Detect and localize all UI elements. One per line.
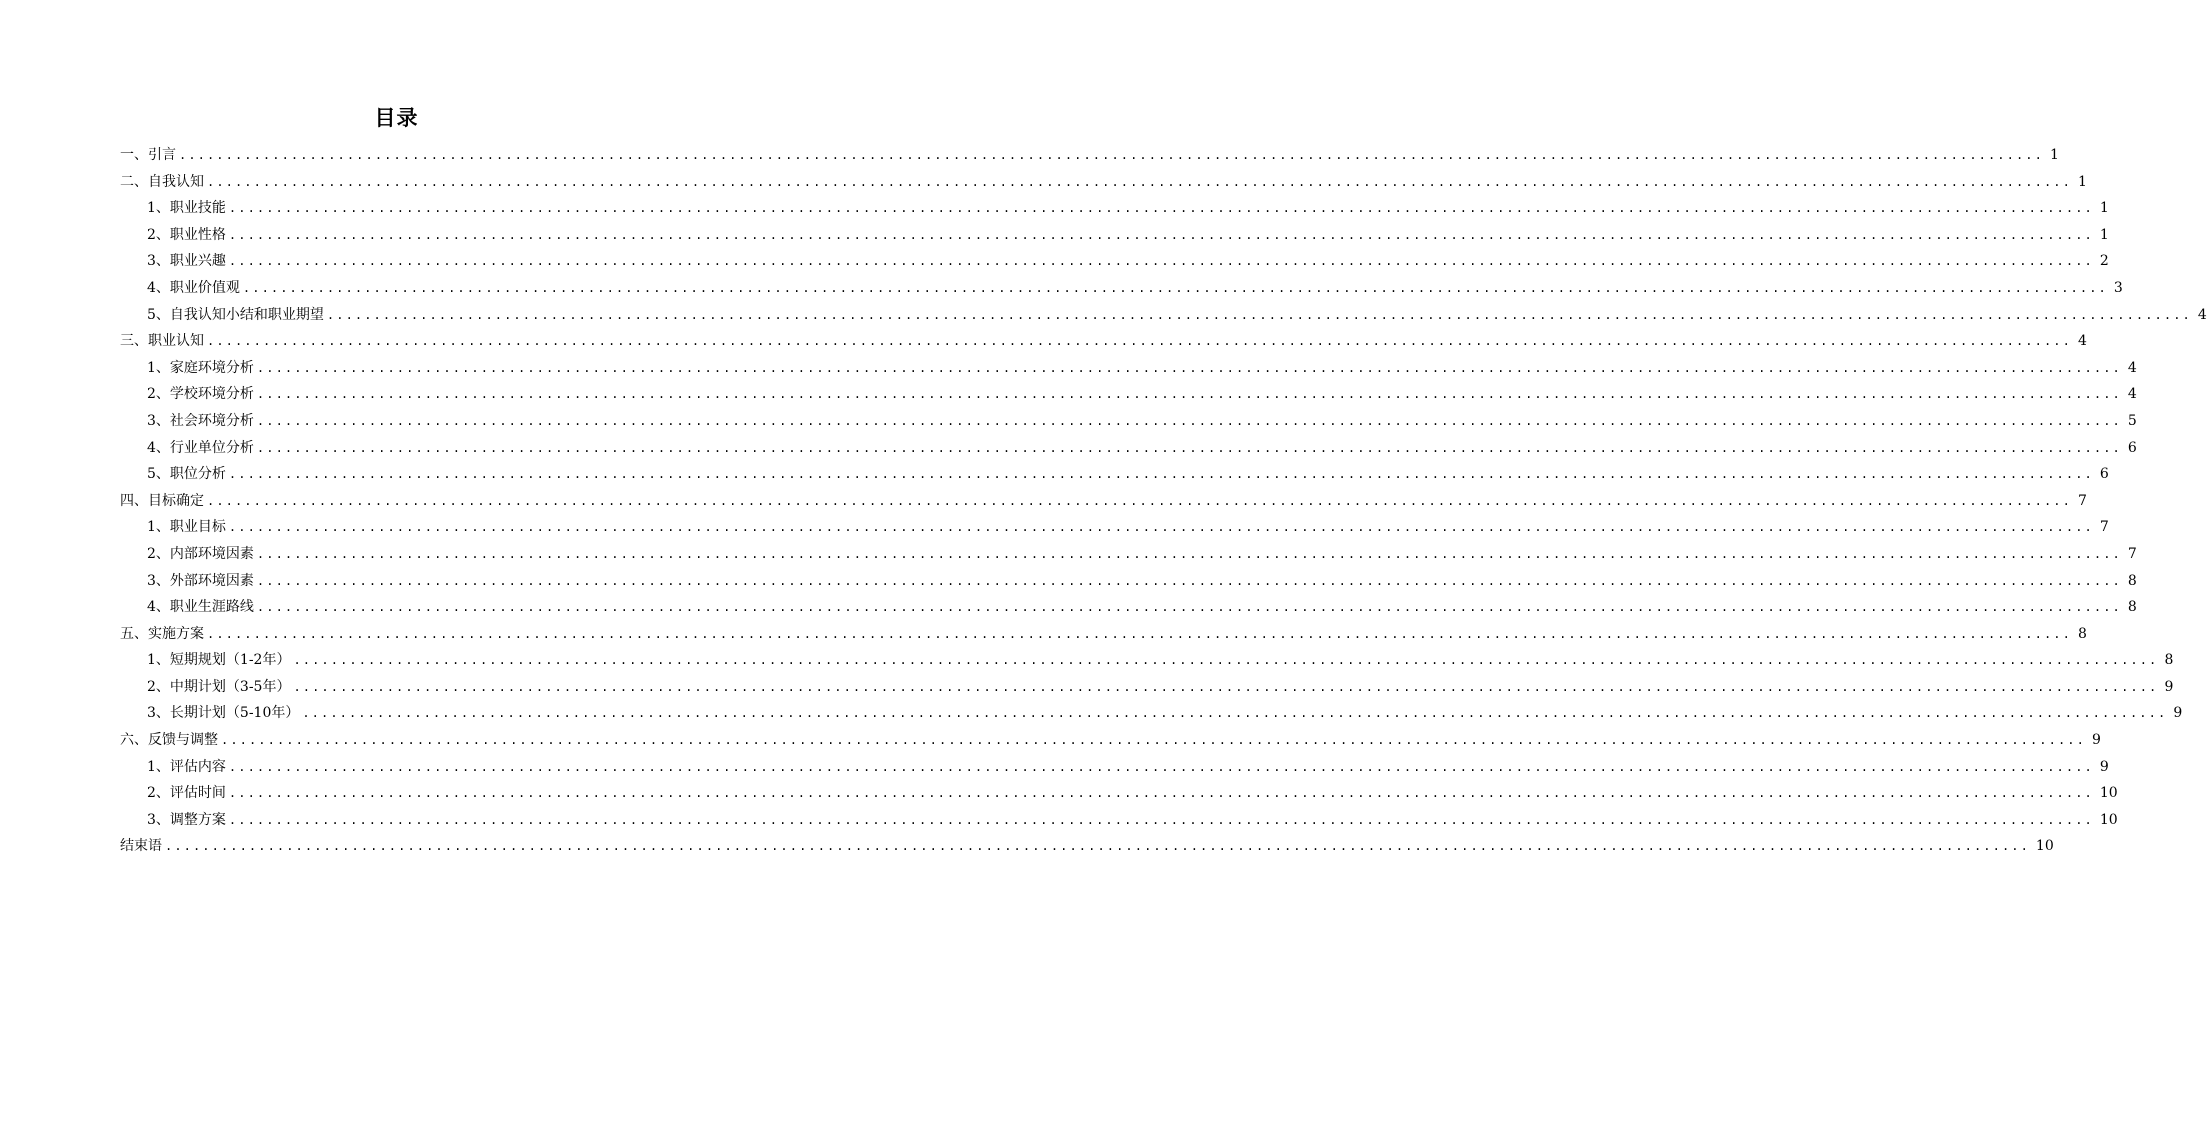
toc-entry[interactable] [120,754,2109,781]
toc-entry-label: 三、职业认知 [120,333,204,350]
toc-dot-leader: ........................................................................................................................................................................................................ [228,786,2094,801]
toc-entry-label: 四、目标确定 [120,492,204,509]
toc-entry-label: 六、反馈与调整 [120,732,218,749]
toc-entry-page-number: 3 [2113,279,2123,296]
toc-dot-leader: ........................................................................................................................................................................................................ [326,307,2192,322]
toc-entry[interactable] [120,302,2207,329]
toc-dot-leader: ........................................................................................................................................................................................................ [293,679,2159,694]
toc-entry[interactable] [120,222,2109,249]
toc-entry-label: 3、外部环境因素 [147,572,254,589]
toc-dot-leader: ........................................................................................................................................................................................................ [228,520,2094,535]
toc-entry-label: 4、职业生涯路线 [147,599,254,616]
toc-entry[interactable] [120,594,2137,621]
toc-entry-label: 2、学校环境分析 [147,386,254,403]
toc-entry[interactable] [120,248,2109,275]
toc-entry-label: 二、自我认知 [120,173,204,190]
toc-entry[interactable] [120,807,2118,834]
toc-dot-leader: ........................................................................................................................................................................................................ [228,254,2094,269]
toc-entry-page-number: 4 [2127,359,2137,376]
toc-entry[interactable] [120,647,2174,674]
toc-dot-leader: ........................................................................................................................................................................................................ [228,201,2094,216]
toc-entry[interactable] [120,461,2109,488]
toc-dot-leader: ........................................................................................................................................................................................................ [256,546,2122,561]
toc-entry-page-number: 1 [2099,200,2109,217]
toc-entry-label: 5、自我认知小结和职业期望 [147,306,324,323]
toc-dot-leader: ........................................................................................................................................................................................................ [228,467,2094,482]
toc-entry-page-number: 8 [2164,652,2174,669]
toc-entry[interactable] [120,169,2087,196]
toc-entry-label: 1、家庭环境分析 [147,359,254,376]
toc-dot-leader: ........................................................................................................................................................................................................ [207,334,2072,349]
toc-entry[interactable] [120,541,2137,568]
toc-entry-label: 2、评估时间 [147,785,226,802]
toc-entry[interactable] [120,621,2087,648]
toc-entry-label: 五、实施方案 [120,625,204,642]
toc-dot-leader: ........................................................................................................................................................................................................ [228,759,2094,774]
toc-entry[interactable] [120,514,2109,541]
toc-entry-page-number: 4 [2197,306,2207,323]
toc-dot-leader: ........................................................................................................................................................................................................ [256,600,2122,615]
toc-entry[interactable] [120,275,2123,302]
toc-entry-page-number: 10 [2099,785,2118,802]
toc-dot-leader: ........................................................................................................................................................................................................ [228,812,2094,827]
toc-dot-leader: ........................................................................................................................................................................................................ [256,573,2122,588]
toc-dot-leader: ........................................................................................................................................................................................................ [165,839,2030,854]
toc-entry-page-number: 2 [2099,253,2109,270]
toc-entry-page-number: 8 [2127,572,2137,589]
toc-entry-page-number: 9 [2099,758,2109,775]
toc-entry[interactable] [120,727,2101,754]
toc-entry-label: 1、评估内容 [147,758,226,775]
toc-dot-leader: ........................................................................................................................................................................................................ [242,280,2108,295]
toc-dot-leader: ........................................................................................................................................................................................................ [302,706,2168,721]
toc-entry[interactable] [120,488,2087,515]
toc-list [120,142,2207,860]
toc-dot-leader: ........................................................................................................................................................................................................ [256,387,2122,402]
toc-dot-leader: ........................................................................................................................................................................................................ [256,413,2122,428]
toc-entry-label: 3、长期计划（5-10年） [147,705,300,722]
toc-entry[interactable] [120,700,2183,727]
toc-entry-label: 3、调整方案 [147,811,226,828]
toc-entry-page-number: 4 [2078,333,2087,350]
toc-entry-label: 1、职业目标 [147,519,226,536]
toc-dot-leader: ........................................................................................................................................................................................................ [228,227,2094,242]
toc-entry-label: 1、职业技能 [147,200,226,217]
toc-entry-page-number: 9 [2092,732,2101,749]
toc-entry-label: 2、职业性格 [147,226,226,243]
toc-entry-page-number: 9 [2164,678,2174,695]
toc-entry-page-number: 7 [2078,492,2087,509]
toc-entry-label: 结束语 [120,838,162,855]
toc-entry[interactable] [120,355,2137,382]
toc-entry[interactable] [120,381,2137,408]
toc-entry-page-number: 10 [2035,838,2054,855]
toc-entry[interactable] [120,674,2174,701]
toc-entry[interactable] [120,568,2137,595]
toc-entry-label: 2、内部环境因素 [147,545,254,562]
toc-entry-label: 4、职业价值观 [147,279,240,296]
toc-entry-page-number: 1 [2050,147,2059,163]
toc-entry[interactable] [120,833,2054,860]
toc-entry-page-number: 6 [2099,466,2109,483]
toc-entry-page-number: 7 [2099,519,2109,536]
toc-dot-leader: ........................................................................................................................................................................................................ [256,440,2122,455]
toc-entry-page-number: 1 [2099,226,2109,243]
toc-entry-label: 3、社会环境分析 [147,412,254,429]
toc-dot-leader: ........................................................................................................................................................................................................ [179,148,2044,162]
toc-entry-label: 3、职业兴趣 [147,253,226,270]
toc-entry-page-number: 6 [2127,439,2137,456]
toc-entry-page-number: 8 [2127,599,2137,616]
toc-dot-leader: ........................................................................................................................................................................................................ [256,360,2122,375]
toc-entry-label: 5、职位分析 [147,466,226,483]
toc-entry[interactable] [120,142,2059,169]
toc-entry[interactable] [120,328,2087,355]
toc-entry-label: 2、中期计划（3-5年） [147,678,291,695]
toc-entry[interactable] [120,408,2137,435]
toc-entry-page-number: 4 [2127,386,2137,403]
toc-entry-label: 4、行业单位分析 [147,439,254,456]
toc-entry-page-number: 9 [2173,705,2183,722]
toc-title: 目录 [374,106,419,130]
toc-dot-leader: ........................................................................................................................................................................................................ [293,653,2159,668]
toc-entry[interactable] [120,780,2118,807]
toc-entry-page-number: 10 [2099,811,2118,828]
toc-entry-page-number: 8 [2078,625,2087,642]
toc-dot-leader: ........................................................................................................................................................................................................ [207,493,2072,508]
toc-entry-page-number: 5 [2127,412,2137,429]
toc-entry-label: 1、短期规划（1-2年） [147,652,291,669]
toc-entry-page-number: 1 [2078,173,2087,190]
toc-dot-leader: ........................................................................................................................................................................................................ [207,626,2072,641]
toc-dot-leader: ........................................................................................................................................................................................................ [207,174,2072,189]
toc-entry[interactable] [120,435,2137,462]
toc-entry[interactable] [120,195,2109,222]
toc-entry-label: 一、引言 [120,147,176,163]
toc-entry-page-number: 7 [2127,545,2137,562]
toc-dot-leader: ........................................................................................................................................................................................................ [221,733,2086,748]
